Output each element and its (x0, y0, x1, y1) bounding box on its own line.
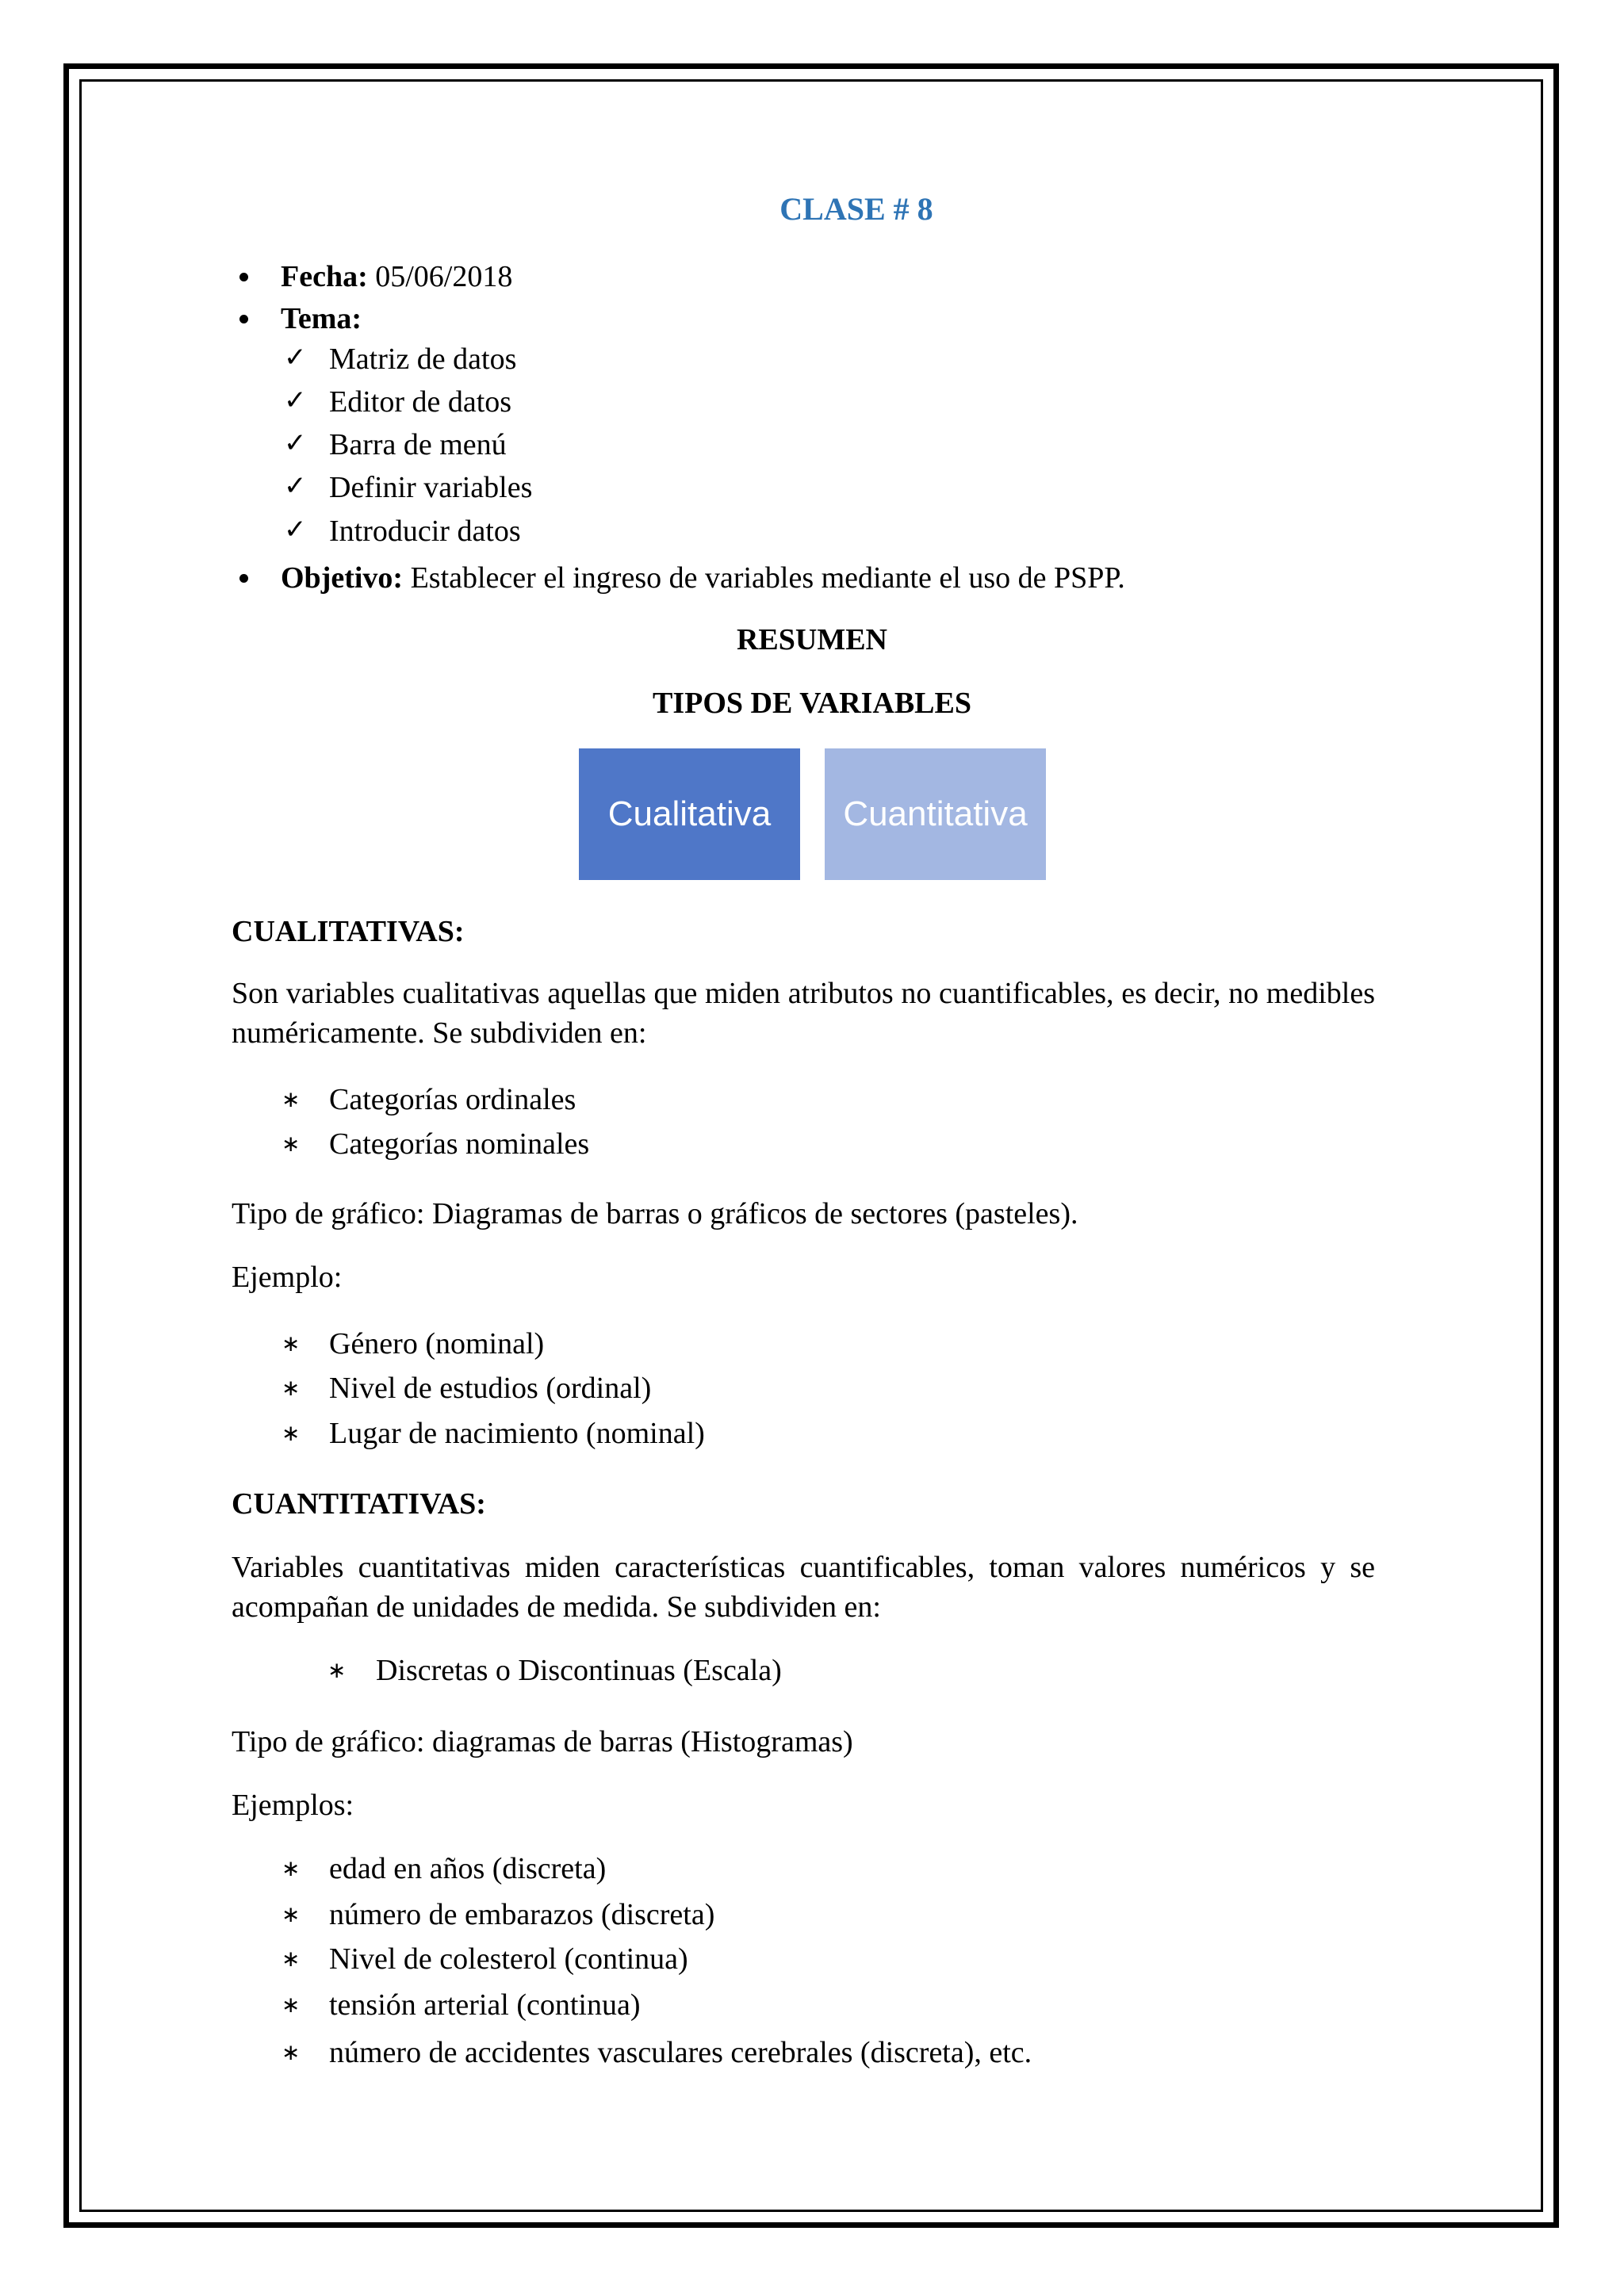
cualitativas-heading: CUALITATIVAS: (232, 915, 465, 948)
bullet-icon (239, 574, 248, 583)
checkmark-icon: ✓ (284, 342, 307, 373)
asterisk-icon: ∗ (282, 1946, 301, 1972)
cuantitativa-box: Cuantitativa (825, 748, 1046, 880)
cuantitativa-example: número de embarazos (discreta) (329, 1898, 715, 1931)
checkmark-icon: ✓ (284, 470, 307, 502)
cualitativa-example: Lugar de nacimiento (nominal) (329, 1417, 705, 1450)
tema-item: Editor de datos (329, 385, 512, 419)
cuantitativa-example: número de accidentes vasculares cerebrales (discreta), etc. (329, 2036, 1032, 2069)
cuantitativa-subtype: Discretas o Discontinuas (Escala) (376, 1654, 782, 1687)
resumen-heading: RESUMEN (736, 623, 888, 656)
cualitativa-subtype: Categorías nominales (329, 1127, 590, 1161)
tema-item: Barra de menú (329, 428, 507, 461)
cualitativa-box: Cualitativa (579, 748, 800, 880)
asterisk-icon: ∗ (282, 1131, 301, 1157)
cuantitativa-example: tensión arterial (continua) (329, 1988, 641, 2022)
tema-item: Definir variables (329, 471, 533, 504)
objetivo-line (281, 560, 1125, 596)
cuantitativas-example-label: Ejemplos: (232, 1789, 354, 1822)
asterisk-icon: ∗ (282, 2039, 301, 2065)
tema-item: Introducir datos (329, 515, 521, 548)
objetivo-label: Objetivo: (281, 561, 404, 595)
cualitativas-chart-type: Tipo de gráfico: Diagramas de barras o gráficos de sectores (pasteles). (232, 1197, 1078, 1230)
cuantitativas-heading: CUANTITATIVAS: (232, 1487, 486, 1521)
cuantitativa-example: Nivel de colesterol (continua) (329, 1942, 688, 1976)
class-title: CLASE # 8 (779, 191, 933, 227)
cualitativas-intro: Son variables cualitativas aquellas que miden atributos no cuantificables, es decir, no medibles numéricamente. Se subdividen en: (232, 977, 1375, 1050)
cualitativa-example: Género (nominal) (329, 1327, 545, 1360)
asterisk-icon: ∗ (327, 1657, 347, 1683)
fecha-value: 05/06/2018 (375, 260, 513, 293)
cualitativas-example-label: Ejemplo: (232, 1261, 343, 1294)
tema-label (281, 300, 362, 337)
fecha-label: Fecha: (281, 260, 368, 293)
checkmark-icon: ✓ (284, 427, 307, 459)
cuantitativa-example: edad en años (discreta) (329, 1852, 607, 1885)
cuantitativas-chart-type: Tipo de gráfico: diagramas de barras (Histogramas) (232, 1725, 853, 1758)
bullet-icon (239, 273, 248, 281)
checkmark-icon: ✓ (284, 514, 307, 545)
tipos-heading: TIPOS DE VARIABLES (653, 687, 971, 720)
asterisk-icon: ∗ (282, 1420, 301, 1446)
checkmark-icon: ✓ (284, 385, 307, 416)
tema-item: Matriz de datos (329, 342, 517, 376)
asterisk-icon: ∗ (282, 1992, 301, 2018)
cualitativa-subtype: Categorías ordinales (329, 1083, 576, 1116)
asterisk-icon: ∗ (282, 1086, 301, 1112)
cualitativa-example: Nivel de estudios (ordinal) (329, 1372, 652, 1405)
objetivo-value: Establecer el ingreso de variables mediante el uso de PSPP. (410, 561, 1125, 595)
tema-label-text: Tema: (281, 302, 362, 335)
bullet-icon (239, 315, 248, 323)
asterisk-icon: ∗ (282, 1330, 301, 1357)
asterisk-icon: ∗ (282, 1855, 301, 1881)
asterisk-icon: ∗ (282, 1375, 301, 1401)
asterisk-icon: ∗ (282, 1901, 301, 1927)
fecha-line (281, 258, 512, 295)
cuantitativas-intro: Variables cuantitativas miden características cuantificables, toman valores numéricos y se acompañan de unidades de medida. Se subdividen en: (232, 1551, 1375, 1624)
